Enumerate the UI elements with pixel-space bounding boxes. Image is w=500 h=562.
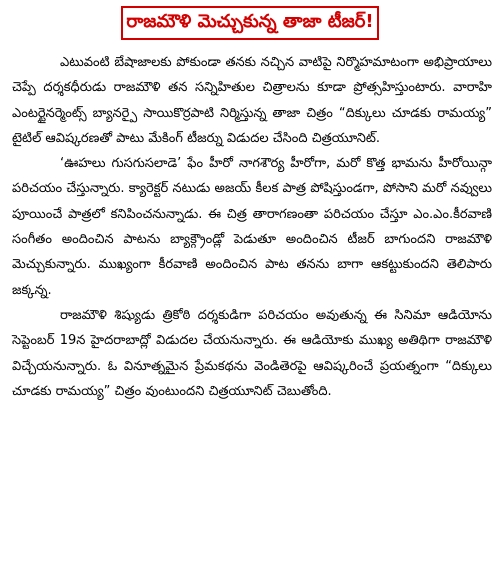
paragraph-1: ఎటువంటి బేషాజాలకు పోకుండా తనకు నచ్చిన వాటిపై నిర్మొహమాటంగా అభిప్రాయాలు చెప్పే దర్శకధీరుడు రాజమౌళి తన సన్నిహితుల చిత్రాలను కూడా ప్రోత్సహిస్తుంటారు. వారాహి ఎంటర్టైనర్మెంట్స్ బ్యానర్పై సాయికొర్రపాటి నిర్మిస్తున్న తాజా చిత్రం “దిక్కులు చూడకు రామయ్య” టైటిల్ ఆవిష్కరణతో పాటు మేకింగ్ టీజర్ను విడుదల చేసింది చిత్రయూనిట్.: [12, 55, 492, 146]
headline-box: [121, 6, 379, 40]
headline: రాజమౌళి మెచ్చుకున్న తాజా టీజర్!: [126, 10, 374, 32]
paragraph-3: రాజమౌళి శిష్యుడు త్రికోఠి దర్శకుడిగా పరిచయం అవుతున్న ఈ సినిమా ఆడియోను సెప్టెంబర్ 19న హైదరాబాద్లో విడుదల చేయనున్నారు. ఈ ఆడియోకు ముఖ్య అతిథిగా రాజమౌళి విచ్చేయనున్నారు. ఓ వినూత్నమైన ప్రేమకథను వెండితెరపై ఆవిష్కరించే ప్రయత్నంగా “దిక్కులు చూడకు రామయ్య” చిత్రం వుంటుందని చిత్రయూనిట్ చెబుతోంది.: [12, 307, 492, 399]
paragraph-2: ‘ఊహలు గుసగుసలాడె’ ఫేం హీరో నాగశౌర్య హీరోగా, మరో కొత్త భామను హీరోయిన్గా పరిచయం చేస్తున్నారు. క్యారెక్టర్ నటుడు అజయ్ కీలక పాత్ర పోషిస్తుండగా, పోసాని మరో నవ్వులు పూయించే పాత్రలో కనిపించనున్నాడు. ఈ చిత్ర తారాగణంతా పరిచయం చేస్తూ ఎం.ఎం.కీరవాణి సంగీతం అందించిన పాటను బ్యాక్గ్రౌండ్లో పెడుతూ అందించిన టీజర్ బాగుందని రాజమౌళి మెచ్చుకున్నారు. ముఖ్యంగా కీరవాణి అందించిన పాట తనను బాగా ఆకట్టుకుందని తెలిపారు జక్కన్న.: [12, 156, 492, 298]
article-body: [12, 50, 492, 404]
